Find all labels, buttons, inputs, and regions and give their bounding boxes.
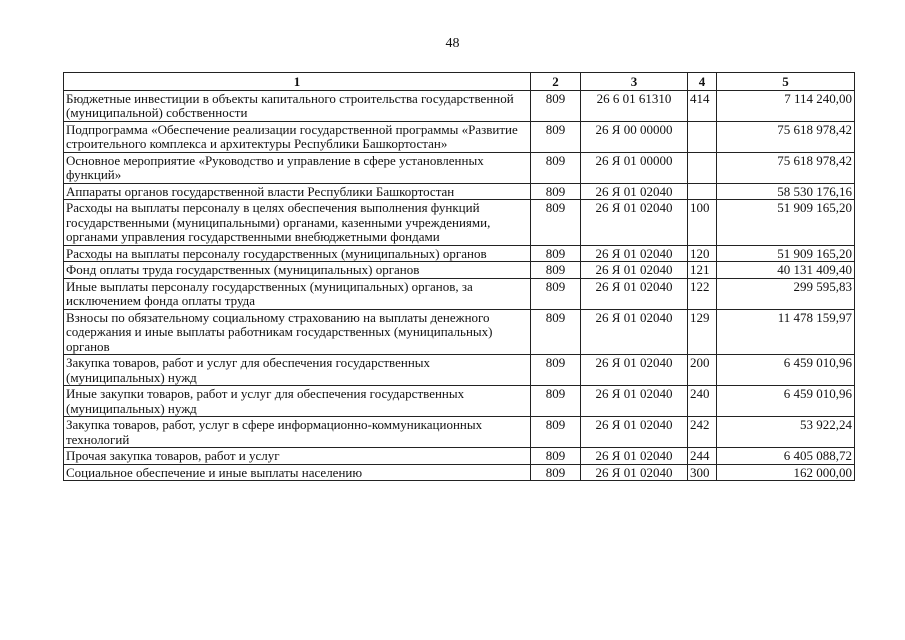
row-expense-type — [688, 152, 717, 183]
row-amount: 299 595,83 — [717, 278, 855, 309]
row-amount: 51 909 165,20 — [717, 200, 855, 246]
row-grbs: 809 — [531, 245, 581, 262]
table-row — [64, 278, 855, 309]
row-target-article: 26 Я 01 02040 — [581, 200, 688, 246]
row-grbs: 809 — [531, 417, 581, 448]
row-grbs: 809 — [531, 121, 581, 152]
row-name: Социальное обеспечение и иные выплаты населению — [64, 464, 531, 481]
row-grbs: 809 — [531, 152, 581, 183]
row-target-article: 26 Я 01 02040 — [581, 417, 688, 448]
table-row — [64, 386, 855, 417]
row-target-article: 26 Я 01 02040 — [581, 448, 688, 465]
row-grbs: 809 — [531, 355, 581, 386]
header-col-2: 2 — [531, 73, 581, 91]
table-row — [64, 309, 855, 355]
row-target-article: 26 Я 01 02040 — [581, 464, 688, 481]
page-number: 48 — [445, 36, 460, 51]
row-amount: 162 000,00 — [717, 464, 855, 481]
row-name: Подпрограмма «Обеспечение реализации государственной программы «Развитие строительного комплекса и архитектуры Республики Башкортостан» — [64, 121, 531, 152]
header-col-3: 3 — [581, 73, 688, 91]
row-target-article: 26 6 01 61310 — [581, 90, 688, 121]
row-amount: 6 459 010,96 — [717, 355, 855, 386]
row-expense-type: 100 — [688, 200, 717, 246]
table-row — [64, 121, 855, 152]
row-amount: 6 459 010,96 — [717, 386, 855, 417]
row-name: Фонд оплаты труда государственных (муниципальных) органов — [64, 262, 531, 279]
row-amount: 40 131 409,40 — [717, 262, 855, 279]
table-row — [64, 417, 855, 448]
row-name: Закупка товаров, работ и услуг для обеспечения государственных (муниципальных) нужд — [64, 355, 531, 386]
row-target-article: 26 Я 01 02040 — [581, 278, 688, 309]
table-row — [64, 90, 855, 121]
row-grbs: 809 — [531, 262, 581, 279]
table-row — [64, 448, 855, 465]
row-name: Расходы на выплаты персоналу государственных (муниципальных) органов — [64, 245, 531, 262]
row-grbs: 809 — [531, 90, 581, 121]
row-target-article: 26 Я 00 00000 — [581, 121, 688, 152]
row-name: Основное мероприятие «Руководство и управление в сфере установленных функций» — [64, 152, 531, 183]
row-target-article: 26 Я 01 00000 — [581, 152, 688, 183]
row-name: Аппараты органов государственной власти Республики Башкортостан — [64, 183, 531, 200]
row-name: Расходы на выплаты персоналу в целях обеспечения выполнения функций государственными (муниципальными) органами, казенными учреждениями, органами управления государственными внебюджетными фондами — [64, 200, 531, 246]
row-expense-type: 200 — [688, 355, 717, 386]
row-expense-type: 121 — [688, 262, 717, 279]
row-expense-type: 120 — [688, 245, 717, 262]
row-target-article: 26 Я 01 02040 — [581, 183, 688, 200]
row-expense-type — [688, 121, 717, 152]
row-target-article: 26 Я 01 02040 — [581, 386, 688, 417]
row-grbs: 809 — [531, 200, 581, 246]
budget-table — [63, 72, 855, 481]
row-target-article: 26 Я 01 02040 — [581, 309, 688, 355]
row-expense-type: 414 — [688, 90, 717, 121]
row-target-article: 26 Я 01 02040 — [581, 262, 688, 279]
row-target-article: 26 Я 01 02040 — [581, 355, 688, 386]
row-name: Закупка товаров, работ, услуг в сфере информационно-коммуникационных технологий — [64, 417, 531, 448]
row-name: Взносы по обязательному социальному страхованию на выплаты денежного содержания и иные выплаты работникам государственных (муниципальных) органов — [64, 309, 531, 355]
row-expense-type: 244 — [688, 448, 717, 465]
table-row — [64, 183, 855, 200]
row-expense-type: 240 — [688, 386, 717, 417]
row-grbs: 809 — [531, 183, 581, 200]
row-expense-type — [688, 183, 717, 200]
row-amount: 53 922,24 — [717, 417, 855, 448]
row-amount: 75 618 978,42 — [717, 121, 855, 152]
row-grbs: 809 — [531, 278, 581, 309]
table-row — [64, 262, 855, 279]
row-grbs: 809 — [531, 448, 581, 465]
row-amount: 58 530 176,16 — [717, 183, 855, 200]
row-amount: 7 114 240,00 — [717, 90, 855, 121]
table-row — [64, 245, 855, 262]
row-grbs: 809 — [531, 309, 581, 355]
row-name: Иные выплаты персоналу государственных (муниципальных) органов, за исключением фонда оплаты труда — [64, 278, 531, 309]
row-expense-type: 242 — [688, 417, 717, 448]
row-grbs: 809 — [531, 386, 581, 417]
row-name: Бюджетные инвестиции в объекты капитального строительства государственной (муниципальной) собственности — [64, 90, 531, 121]
row-amount: 51 909 165,20 — [717, 245, 855, 262]
table-row — [64, 152, 855, 183]
row-target-article: 26 Я 01 02040 — [581, 245, 688, 262]
table-row — [64, 464, 855, 481]
row-amount: 11 478 159,97 — [717, 309, 855, 355]
table-header-row — [64, 73, 855, 91]
header-col-5: 5 — [717, 73, 855, 91]
row-name: Прочая закупка товаров, работ и услуг — [64, 448, 531, 465]
row-amount: 6 405 088,72 — [717, 448, 855, 465]
table-row — [64, 355, 855, 386]
row-expense-type: 300 — [688, 464, 717, 481]
header-col-4: 4 — [688, 73, 717, 91]
row-expense-type: 122 — [688, 278, 717, 309]
row-grbs: 809 — [531, 464, 581, 481]
table-row — [64, 200, 855, 246]
row-amount: 75 618 978,42 — [717, 152, 855, 183]
row-name: Иные закупки товаров, работ и услуг для обеспечения государственных (муниципальных) нужд — [64, 386, 531, 417]
row-expense-type: 129 — [688, 309, 717, 355]
header-col-1: 1 — [64, 73, 531, 91]
